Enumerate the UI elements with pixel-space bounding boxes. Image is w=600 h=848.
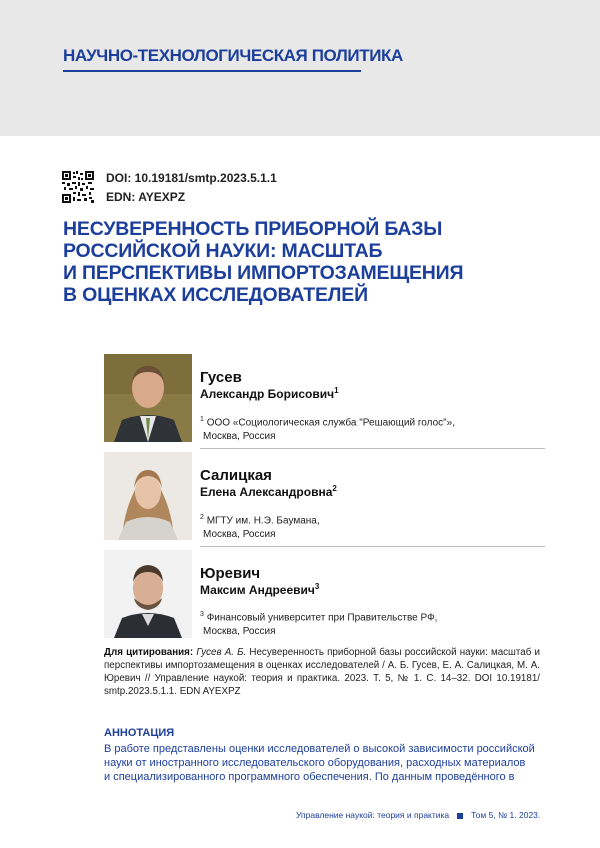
footer-issue: Том 5, № 1. 2023. <box>471 810 541 820</box>
affiliation-city: Москва, Россия <box>203 431 276 443</box>
title-line: И ПЕРСПЕКТИВЫ ИМПОРТОЗАМЕЩЕНИЯ <box>63 262 464 284</box>
author-affiliation <box>200 511 320 542</box>
abstract-text <box>104 742 540 784</box>
author-name <box>200 565 319 597</box>
author-affiliation <box>200 413 455 444</box>
qr-code-icon <box>62 171 94 203</box>
author-name <box>200 467 337 499</box>
abstract-heading: АННОТАЦИЯ <box>104 727 175 739</box>
author-superscript: 1 <box>334 386 339 395</box>
citation-author: Гусев А. Б. <box>196 647 247 658</box>
article-title <box>63 218 543 306</box>
title-line: РОССИЙСКОЙ НАУКИ: МАСШТАБ <box>63 240 383 262</box>
affiliation-city: Москва, Россия <box>203 626 276 638</box>
author-surname: Юревич <box>200 565 261 582</box>
author-name <box>200 369 339 401</box>
edn: EDN: AYEXPZ <box>106 190 186 204</box>
section-underline <box>63 70 361 72</box>
author-surname: Гусев <box>200 369 242 386</box>
doi[interactable]: DOI: 10.19181/smtp.2023.5.1.1 <box>106 171 277 185</box>
affiliation-number: 1 <box>200 416 204 423</box>
header-band <box>0 0 600 136</box>
author-given-name: Елена Александровна <box>200 485 333 499</box>
author-given-name: Александр Борисович <box>200 387 335 401</box>
author-divider <box>200 448 545 449</box>
affiliation-org: Финансовый университет при Правительстве РФ, <box>206 612 438 624</box>
abstract-line: и специализированного программного обеспечения. По данным проведённого в <box>104 771 515 783</box>
author-given-name: Максим Андреевич <box>200 583 315 597</box>
author-affiliation <box>200 608 437 639</box>
affiliation-number: 3 <box>200 611 204 618</box>
title-line: В ОЦЕНКАХ ИССЛЕДОВАТЕЛЕЙ <box>63 284 368 306</box>
affiliation-city: Москва, Россия <box>203 529 276 541</box>
section-title: НАУЧНО-ТЕХНОЛОГИЧЕСКАЯ ПОЛИТИКА <box>63 46 403 65</box>
abstract-line: В работе представлены оценки исследователей о высокой зависимости российской <box>104 743 535 755</box>
abstract-line: науки от иностранного исследовательского оборудования, расходных материалов <box>104 757 526 769</box>
author-superscript: 3 <box>314 582 320 591</box>
affiliation-number: 2 <box>200 514 204 521</box>
citation-text: Несуверенность приборной базы российской науки: масштаб и перспективы импортозамещения в оценках исследователей / А. Б. Гусев, Е. А. Салицкая, М. А. Юревич // Управление наукой: теория и практика. 2023. Т. 5, № 1. С. 14–32. DOI 10.19181/ smtp.2023.5.1.1. EDN AYEXPZ <box>104 647 540 697</box>
author-photo-salitskaya <box>104 452 192 540</box>
page-footer <box>296 810 540 820</box>
footer-journal: Управление наукой: теория и практика <box>296 810 450 820</box>
citation-label: Для цитирования: <box>104 647 194 658</box>
citation <box>104 646 540 698</box>
square-separator-icon <box>457 813 463 819</box>
author-superscript: 2 <box>332 484 337 493</box>
author-divider <box>200 546 545 547</box>
affiliation-org: ООО «Социологическая служба "Решающий голос"», <box>206 417 456 429</box>
title-line: НЕСУВЕРЕННОСТЬ ПРИБОРНОЙ БАЗЫ <box>63 218 443 240</box>
author-surname: Салицкая <box>200 467 272 484</box>
author-photo-gusev <box>104 354 192 442</box>
affiliation-org: МГТУ им. Н.Э. Баумана, <box>206 515 320 527</box>
author-photo-yurevich <box>104 550 192 638</box>
